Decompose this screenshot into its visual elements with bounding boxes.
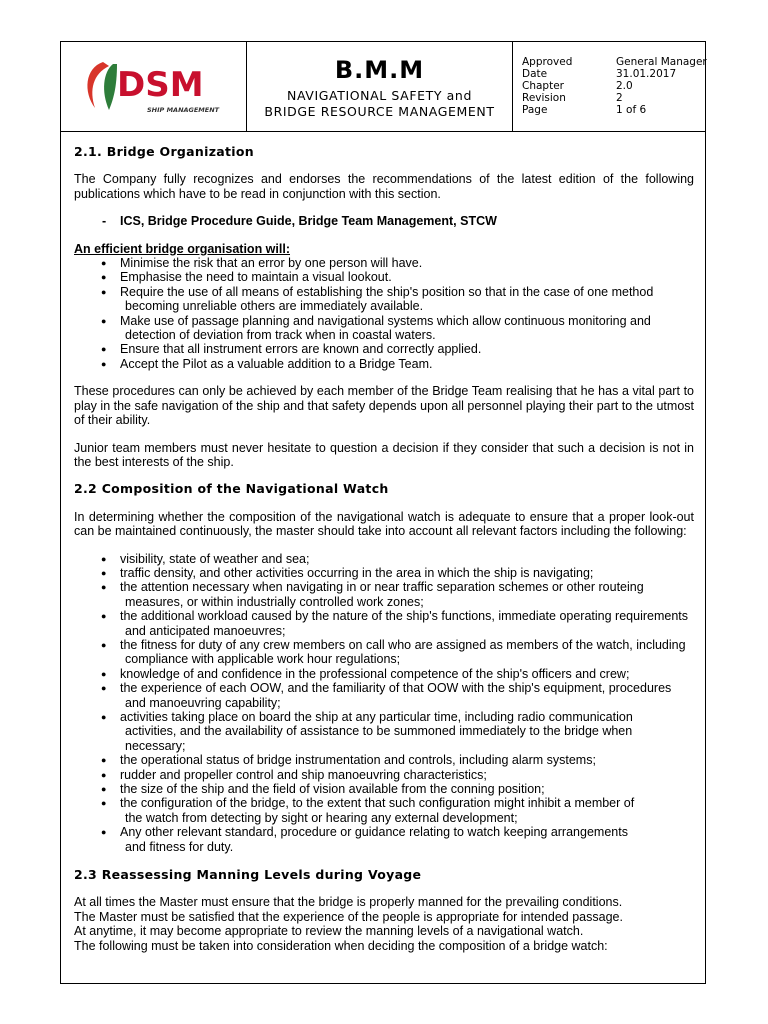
- document-meta: [513, 42, 705, 131]
- meta-key: Revision: [522, 92, 566, 104]
- meta-key: Chapter: [522, 80, 564, 92]
- bridge-organisation-list: [74, 256, 694, 371]
- bullet-icon: ●: [101, 769, 107, 780]
- meta-page: [522, 104, 703, 116]
- bullet-icon: ●: [101, 639, 107, 650]
- section-heading-2-1: 2.1. Bridge Organization: [74, 144, 254, 159]
- bullet-icon: ●: [101, 712, 107, 722]
- meta-chapter: [522, 80, 703, 92]
- list-item: ● rudder and propeller control and ship manoeuvring characteristics;: [101, 767, 487, 782]
- list-item: ● the experience of each OOW, and the familiarity of that OOW with the ship's equipment, procedures and manoeuvring capability;: [101, 681, 672, 710]
- meta-value: 2: [616, 92, 623, 104]
- list-item: ● the fitness for duty of any crew members on call who are assigned as members of the watch, including compliance with applicable work hour regulations;: [101, 637, 686, 667]
- section-2-2-intro: In determining whether the composition of the navigational watch is adequate to ensure that a proper look-out can be maintained continuously, the master should take into account all relevant factors including the following:: [74, 509, 694, 539]
- logo-subtext: SHIP MANAGEMENT: [147, 106, 220, 114]
- list-item: ● the operational status of bridge instrumentation and controls, including alarm systems;: [101, 753, 596, 768]
- meta-value: 31.01.2017: [616, 68, 677, 80]
- bullet-icon: ●: [101, 315, 107, 326]
- bullet-icon: ●: [101, 567, 107, 578]
- bridge-organisation-heading: An efficient bridge organisation will:: [74, 241, 290, 256]
- list-item: ● Any other relevant standard, procedure or guidance relating to watch keeping arrangements and fitness for duty.: [101, 825, 628, 854]
- section-2-3-line: At all times the Master must ensure that the bridge is properly manned for the prevailing conditions.: [74, 895, 623, 910]
- section-2-3-line: The following must be taken into consideration when deciding the composition of a bridge watch:: [74, 938, 608, 953]
- dsm-logo: [83, 58, 225, 116]
- manual-subtitle: [247, 88, 512, 120]
- bullet-icon: ●: [101, 553, 107, 564]
- bullet-icon: ●: [101, 344, 107, 355]
- section-heading-2-3: 2.3 Reassessing Manning Levels during Voyage: [74, 867, 422, 883]
- bullet-icon: ●: [101, 258, 107, 269]
- logo-cell: [61, 42, 247, 131]
- bullet-icon: ●: [101, 286, 107, 297]
- title-cell: [247, 42, 513, 131]
- logo-wordmark: DSM: [117, 65, 204, 105]
- meta-value: General Manager: [616, 56, 707, 68]
- section-2-1-para2: Junior team members must never hesitate to question a decision if they consider that such a decision is not in the best interests of the ship.: [74, 440, 694, 469]
- section-2-1-intro: The Company fully recognizes and endorses the recommendations of the latest edition of the following publications which have to be read in conjunction with this section.: [74, 172, 694, 201]
- meta-value: 1 of 6: [616, 104, 647, 116]
- list-item: ● the configuration of the bridge, to the extent that such configuration might inhibit a member of the watch from detecting by sight or hearing any external development;: [101, 796, 635, 825]
- bullet-icon: ●: [101, 668, 107, 679]
- section-heading-2-2: 2.2 Composition of the Navigational Watch: [74, 481, 389, 497]
- document-page: [60, 41, 706, 984]
- meta-value: 2.0: [616, 80, 633, 92]
- subtitle-line: BRIDGE RESOURCE MANAGEMENT: [264, 104, 495, 119]
- section-2-1-para1: These procedures can only be achieved by each member of the Bridge Team realising that he has a vital part to play in the safe navigation of the ship and that safety depends upon all personnel playing their part to the utmost of their ability.: [74, 384, 694, 428]
- publications-line: [74, 214, 694, 228]
- bullet-icon: ●: [101, 358, 107, 369]
- list-item: ● visibility, state of weather and sea;: [101, 551, 310, 566]
- meta-date: [522, 68, 703, 80]
- list-item: ● Require the use of all means of establishing the ship's position so that in the case of one method becoming unreliable others are immediately available.: [101, 284, 654, 314]
- dash-marker: -: [102, 214, 107, 229]
- bullet-icon: ●: [101, 784, 107, 795]
- list-item: ● knowledge of and confidence in the professional competence of the ship's officers and crew;: [101, 666, 630, 681]
- bullet-icon: ●: [101, 827, 107, 838]
- manual-title: B.M.M: [334, 56, 425, 84]
- list-item: ● Make use of passage planning and navigational systems which allow continuous monitoring and detection of deviation from track when in coastal waters.: [101, 313, 651, 343]
- bullet-icon: ●: [101, 683, 107, 694]
- meta-key: Page: [522, 104, 548, 116]
- list-item: ● the additional workload caused by the nature of the ship's functions, immediate operating requirements and anticipated manoeuvres;: [101, 609, 688, 638]
- subtitle-line: NAVIGATIONAL SAFETY and: [287, 88, 472, 103]
- list-item: ● Ensure that all instrument errors are known and correctly applied.: [101, 342, 482, 357]
- bullet-icon: ●: [101, 272, 107, 283]
- bullet-icon: ●: [101, 798, 107, 809]
- meta-key: Date: [522, 68, 548, 80]
- document-header: [61, 42, 705, 132]
- list-item: ● the attention necessary when navigating in or near traffic separation schemes or other routeing measures, or within industrially controlled work zones;: [101, 580, 644, 609]
- list-item: ● Accept the Pilot as a valuable addition to a Bridge Team.: [101, 356, 433, 371]
- list-item: ● activities taking place on board the ship at any particular time, including radio communication activities, and the availability of assistance to be summoned immediately to the bridge when necessary;: [101, 710, 633, 753]
- watch-factors-list: [74, 552, 694, 855]
- list-item: ● Emphasise the need to maintain a visual lookout.: [101, 270, 392, 285]
- bullet-icon: ●: [101, 582, 107, 593]
- section-2-3-line: At anytime, it may become appropriate to review the manning levels of a navigational watch.: [74, 924, 584, 939]
- bullet-icon: ●: [101, 611, 107, 622]
- meta-approved: [522, 56, 707, 68]
- list-item: ● the size of the ship and the field of vision available from the conning position;: [101, 782, 545, 797]
- section-2-3-line: The Master must be satisfied that the experience of the people is appropriate for intended passage.: [74, 909, 623, 924]
- document-body: [74, 145, 694, 953]
- list-item: ● traffic density, and other activities occurring in the area in which the ship is navigating;: [101, 565, 594, 580]
- bullet-icon: ●: [101, 755, 107, 766]
- list-item: ● Minimise the risk that an error by one person will have.: [101, 256, 423, 271]
- publications-text: ICS, Bridge Procedure Guide, Bridge Team Management, STCW: [120, 214, 497, 229]
- meta-key: Approved: [522, 56, 573, 68]
- meta-revision: [522, 92, 703, 104]
